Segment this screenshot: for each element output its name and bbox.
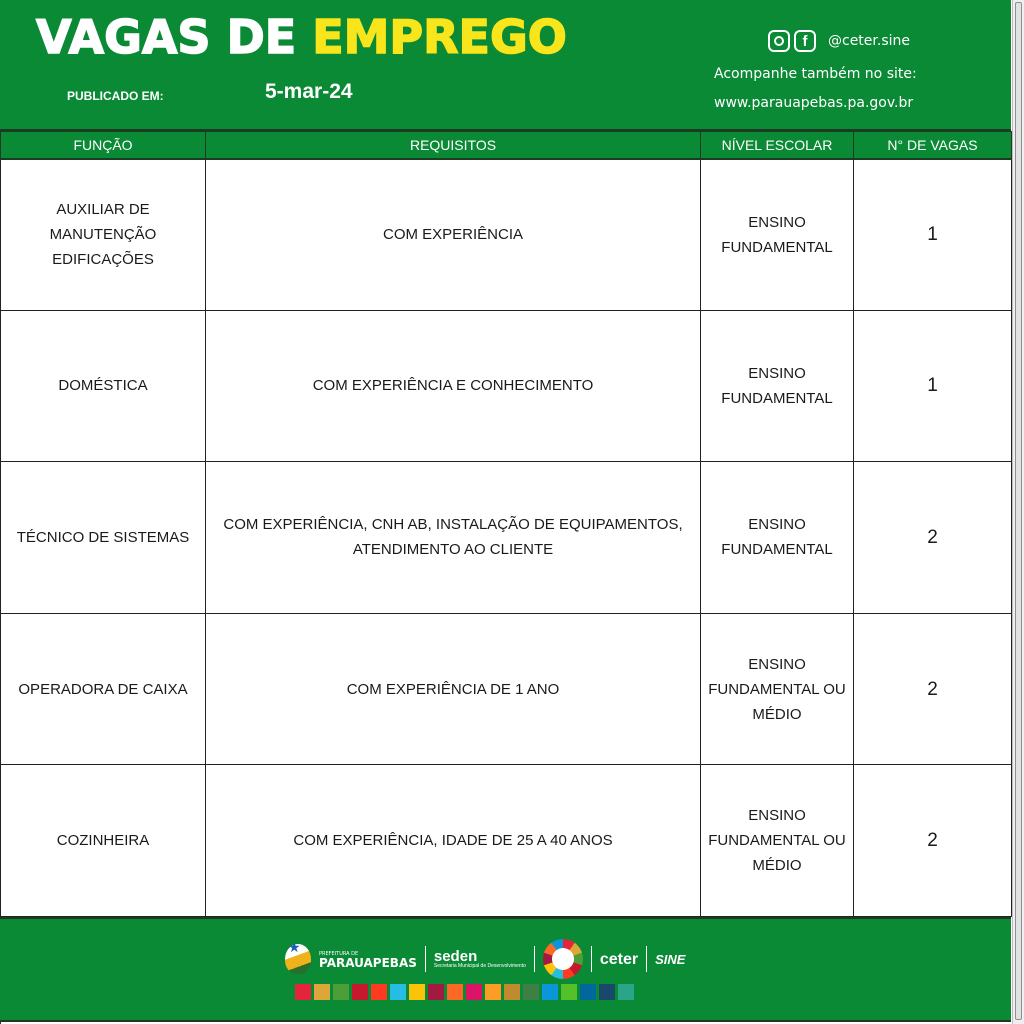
cell-funcao: COZINHEIRA bbox=[1, 765, 206, 917]
ods-goal-icon bbox=[390, 984, 406, 1000]
cell-nivel-escolar: ENSINO FUNDAMENTAL bbox=[701, 462, 854, 614]
cell-numero-vagas: 1 bbox=[854, 159, 1012, 311]
instagram-icon[interactable] bbox=[768, 30, 790, 52]
parauapebas-logo-icon bbox=[285, 944, 311, 974]
scrollbar-thumb[interactable] bbox=[1015, 2, 1022, 1020]
ods-goal-icon bbox=[580, 984, 596, 1000]
social-handle[interactable]: @ceter.sine bbox=[828, 33, 911, 49]
footer-banner bbox=[0, 917, 1011, 1022]
ods-goal-icon bbox=[314, 984, 330, 1000]
vertical-scrollbar[interactable] bbox=[1012, 0, 1024, 1024]
ods-goal-icon bbox=[485, 984, 501, 1000]
cell-requisitos: COM EXPERIÊNCIA, IDADE DE 25 A 40 ANOS bbox=[206, 765, 701, 917]
site-url-link[interactable]: www.parauapebas.pa.gov.br bbox=[714, 95, 914, 111]
cell-requisitos: COM EXPERIÊNCIA bbox=[206, 159, 701, 311]
column-header-funcao: FUNÇÃO bbox=[1, 132, 206, 159]
table-row bbox=[1, 310, 1012, 462]
ods-goal-icon bbox=[352, 984, 368, 1000]
ods-goal-icon bbox=[542, 984, 558, 1000]
table-row bbox=[1, 613, 1012, 765]
title-part-yellow: EMPREGO bbox=[312, 10, 567, 64]
ods-wheel-logo-icon bbox=[543, 939, 583, 979]
logo-divider bbox=[425, 946, 426, 972]
facebook-icon[interactable]: f bbox=[794, 30, 816, 52]
logo-divider bbox=[591, 946, 592, 972]
sine-logo: SINE bbox=[655, 951, 686, 967]
title-part-white: VAGAS DE bbox=[36, 10, 297, 64]
cell-funcao: TÉCNICO DE SISTEMAS bbox=[1, 462, 206, 614]
published-date: 5-mar-24 bbox=[265, 80, 353, 103]
published-label: PUBLICADO EM: bbox=[67, 89, 164, 103]
cell-nivel-escolar: ENSINO FUNDAMENTAL bbox=[701, 310, 854, 462]
ods-goal-icon bbox=[561, 984, 577, 1000]
cell-funcao: OPERADORA DE CAIXA bbox=[1, 613, 206, 765]
cell-nivel-escolar: ENSINO FUNDAMENTAL OU MÉDIO bbox=[701, 765, 854, 917]
cell-funcao: AUXILIAR DE MANUTENÇÃO EDIFICAÇÕES bbox=[1, 159, 206, 311]
ods-goals-strip bbox=[295, 984, 634, 1000]
cell-numero-vagas: 2 bbox=[854, 462, 1012, 614]
table-row bbox=[1, 159, 1012, 311]
cell-requisitos: COM EXPERIÊNCIA, CNH AB, INSTALAÇÃO DE EQUIPAMENTOS, ATENDIMENTO AO CLIENTE bbox=[206, 462, 701, 614]
page-title bbox=[36, 10, 567, 64]
ceter-logo: ceter bbox=[599, 950, 639, 968]
ods-goal-icon bbox=[447, 984, 463, 1000]
ods-goal-icon bbox=[295, 984, 311, 1000]
ods-goal-icon bbox=[371, 984, 387, 1000]
seden-logo: seden Secretaria Municipal de Desenvolvimento bbox=[433, 947, 526, 969]
logo-divider bbox=[534, 946, 535, 972]
site-label: Acompanhe também no site: bbox=[714, 66, 917, 82]
ods-goal-icon bbox=[409, 984, 425, 1000]
column-header-numero-vagas: N° DE VAGAS bbox=[854, 132, 1012, 159]
social-links bbox=[768, 30, 910, 52]
column-header-requisitos: REQUISITOS bbox=[206, 132, 701, 159]
job-vacancies-table bbox=[0, 131, 1012, 917]
ods-goal-icon bbox=[618, 984, 634, 1000]
ods-goal-icon bbox=[599, 984, 615, 1000]
ods-goal-icon bbox=[333, 984, 349, 1000]
table-row bbox=[1, 462, 1012, 614]
header-banner bbox=[0, 0, 1011, 131]
ods-goal-icon bbox=[523, 984, 539, 1000]
ods-goal-icon bbox=[428, 984, 444, 1000]
ods-goal-icon bbox=[504, 984, 520, 1000]
ods-goal-icon bbox=[466, 984, 482, 1000]
table-row bbox=[1, 765, 1012, 917]
logo-divider bbox=[646, 946, 647, 972]
prefeitura-logo: PREFEITURA DE PARAUAPEBAS bbox=[319, 950, 417, 970]
cell-numero-vagas: 2 bbox=[854, 613, 1012, 765]
cell-requisitos: COM EXPERIÊNCIA E CONHECIMENTO bbox=[206, 310, 701, 462]
cell-numero-vagas: 1 bbox=[854, 310, 1012, 462]
cell-funcao: DOMÉSTICA bbox=[1, 310, 206, 462]
cell-nivel-escolar: ENSINO FUNDAMENTAL OU MÉDIO bbox=[701, 613, 854, 765]
table-header-row bbox=[1, 132, 1012, 159]
cell-requisitos: COM EXPERIÊNCIA DE 1 ANO bbox=[206, 613, 701, 765]
cell-nivel-escolar: ENSINO FUNDAMENTAL bbox=[701, 159, 854, 311]
cell-numero-vagas: 2 bbox=[854, 765, 1012, 917]
column-header-nivel-escolar: NÍVEL ESCOLAR bbox=[701, 132, 854, 159]
partner-logos bbox=[285, 939, 685, 979]
